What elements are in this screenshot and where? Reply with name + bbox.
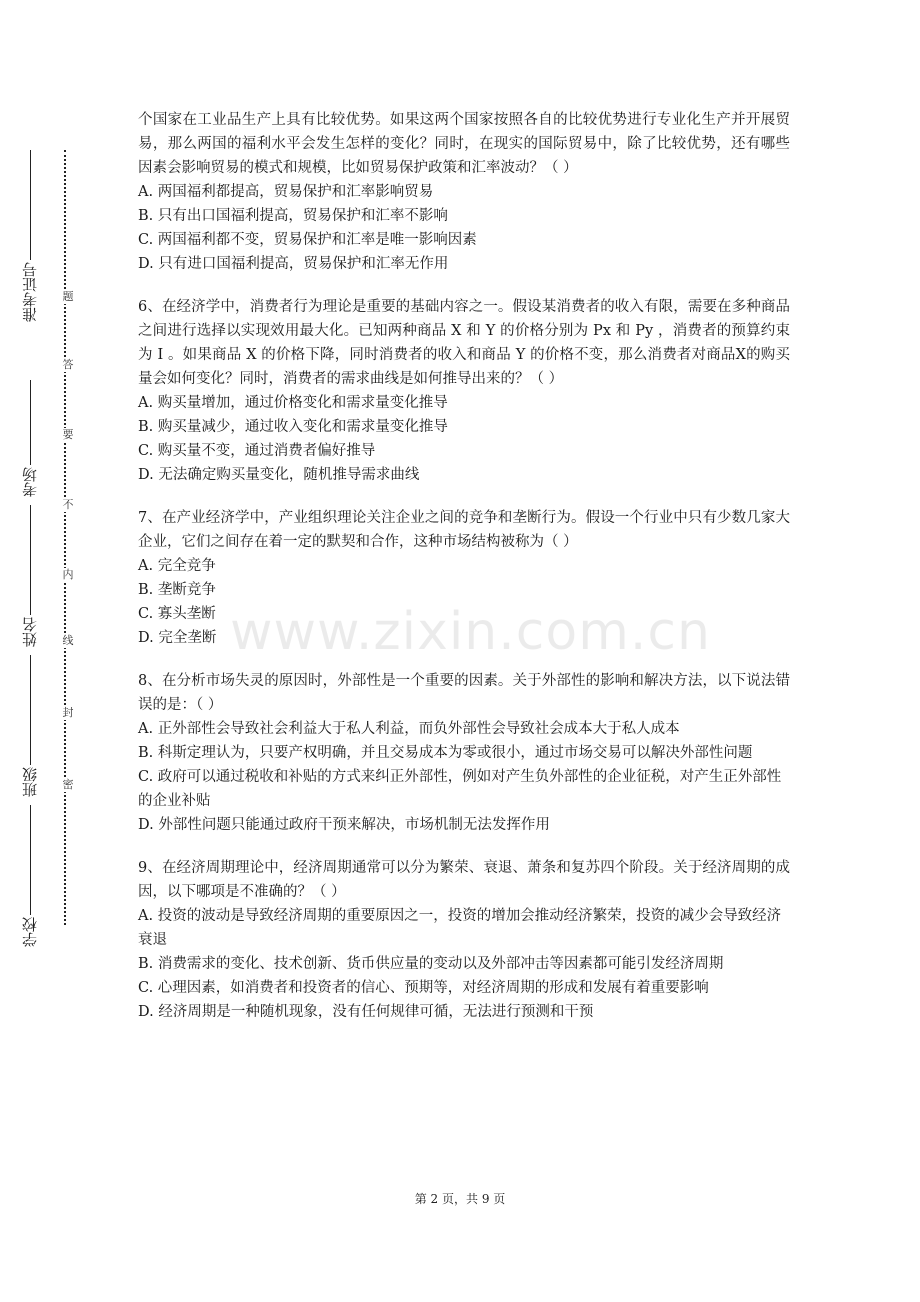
seal-char: 线: [60, 634, 76, 648]
option-a: A. 投资的波动是导致经济周期的重要原因之一，投资的增加会推动经济繁荣，投资的减少会导致经济衰退: [138, 908, 782, 948]
question-stem: 6、在经济学中，消费者行为理论是重要的基础内容之一。假设某消费者的收入有限，需要在多种商品之间进行选择以实现效用最大化。已知两种商品 X 和 Y 的价格分别为 Px 和 Py ，消费者的预算约束为 I 。如果商品 X 的价格下降，同时消费者的收入和商品 Y 的价格不变，那么消费者对商品X的购买量会如何变化？同时，消费者的需求曲线是如何推导出来的？（ ）: [138, 299, 790, 387]
option-a: A. 正外部性会导致社会利益大于私人利益，而负外部性会导致社会成本大于私人成本: [138, 721, 680, 737]
option-d: D. 经济周期是一种随机现象，没有任何规律可循，无法进行预测和干预: [138, 1004, 594, 1020]
option-b: B. 垄断竞争: [138, 582, 216, 598]
option-c: C. 政府可以通过税收和补贴的方式来纠正外部性，例如对产生负外部性的企业征税，对产生正外部性的企业补贴: [138, 769, 782, 809]
class-label: 班级: [21, 767, 39, 797]
school-field: [10, 805, 50, 947]
exam-room-blank: [29, 380, 31, 465]
ticket-number-blank: [29, 150, 31, 260]
option-d: D. 只有进口国福利提高，贸易保护和汇率无作用: [138, 256, 449, 272]
question-6: [138, 295, 790, 487]
seal-char: 密: [60, 778, 76, 792]
class-blank: [29, 655, 31, 765]
watermark: www.zixin.com.cn: [230, 602, 711, 662]
seal-char: 要: [60, 428, 76, 442]
seal-char: 不: [60, 498, 76, 512]
option-b: B. 科斯定理认为，只要产权明确，并且交易成本为零或很小，通过市场交易可以解决外部性问题: [138, 745, 753, 761]
binding-margin: [10, 150, 50, 950]
question-stem: 8、在分析市场失灵的原因时，外部性是一个重要的因素。关于外部性的影响和解决方法，以下说法错误的是：（ ）: [138, 673, 790, 713]
name-label: 姓名: [21, 617, 39, 647]
question-8: [138, 669, 790, 837]
question-stem: 个国家在工业品生产上具有比较优势。如果这两个国家按照各自的比较优势进行专业化生产并开展贸易，那么两国的福利水平会发生怎样的变化？同时，在现实的国际贸易中，除了比较优势，还有哪些因素会影响贸易的模式和规模，比如贸易保护政策和汇率波动？（ ）: [138, 112, 790, 176]
school-label: 学校: [21, 917, 39, 947]
option-d: D. 无法确定购买量变化，随机推导需求曲线: [138, 467, 420, 483]
question-5-continued: [138, 108, 790, 276]
seal-char: 封: [60, 706, 76, 720]
option-c: C. 心理因素，如消费者和投资者的信心、预期等，对经济周期的形成和发展有着重要影响: [138, 980, 709, 996]
seal-char: 题: [60, 290, 76, 304]
option-a: A. 两国福利都提高，贸易保护和汇率影响贸易: [138, 184, 434, 200]
question-stem: 9、在经济周期理论中，经济周期通常可以分为繁荣、衰退、萧条和复苏四个阶段。关于经济周期的成因，以下哪项是不准确的？（ ）: [138, 860, 790, 900]
question-list: [138, 108, 790, 1024]
question-9: [138, 856, 790, 1024]
name-blank: [29, 505, 31, 615]
option-d: D. 外部性问题只能通过政府干预来解决，市场机制无法发挥作用: [138, 817, 550, 833]
question-7: [138, 506, 790, 650]
option-b: B. 购买量减少，通过收入变化和需求量变化推导: [138, 419, 448, 435]
ticket-number-field: [10, 150, 50, 322]
option-c: C. 两国福利都不变，贸易保护和汇率是唯一影响因素: [138, 232, 477, 248]
name-field: [10, 505, 50, 647]
ticket-number-label: 准考证号: [21, 262, 39, 322]
option-b: B. 只有出口国福利提高，贸易保护和汇率不影响: [138, 208, 448, 224]
class-field: [10, 655, 50, 797]
seal-char: 答: [60, 358, 76, 372]
exam-room-label: 考场: [21, 467, 39, 497]
option-d: D. 完全垄断: [138, 630, 217, 646]
page-number: 第 2 页，共 9 页: [414, 1192, 506, 1206]
option-a: A. 购买量增加，通过价格变化和需求量变化推导: [138, 395, 448, 411]
option-c: C. 购买量不变，通过消费者偏好推导: [138, 443, 376, 459]
option-c: C. 寡头垄断: [138, 606, 216, 622]
exam-room-field: [10, 380, 50, 497]
seal-dotted-line: [64, 150, 78, 925]
question-stem: 7、在产业经济学中，产业组织理论关注企业之间的竞争和垄断行为。假设一个行业中只有少数几家大企业，它们之间存在着一定的默契和合作，这种市场结构被称为（ ）: [138, 510, 790, 550]
school-blank: [29, 805, 31, 915]
option-a: A. 完全竞争: [138, 558, 216, 574]
option-b: B. 消费需求的变化、技术创新、货币供应量的变动以及外部冲击等因素都可能引发经济周期: [138, 956, 724, 972]
seal-char: 内: [60, 568, 76, 582]
